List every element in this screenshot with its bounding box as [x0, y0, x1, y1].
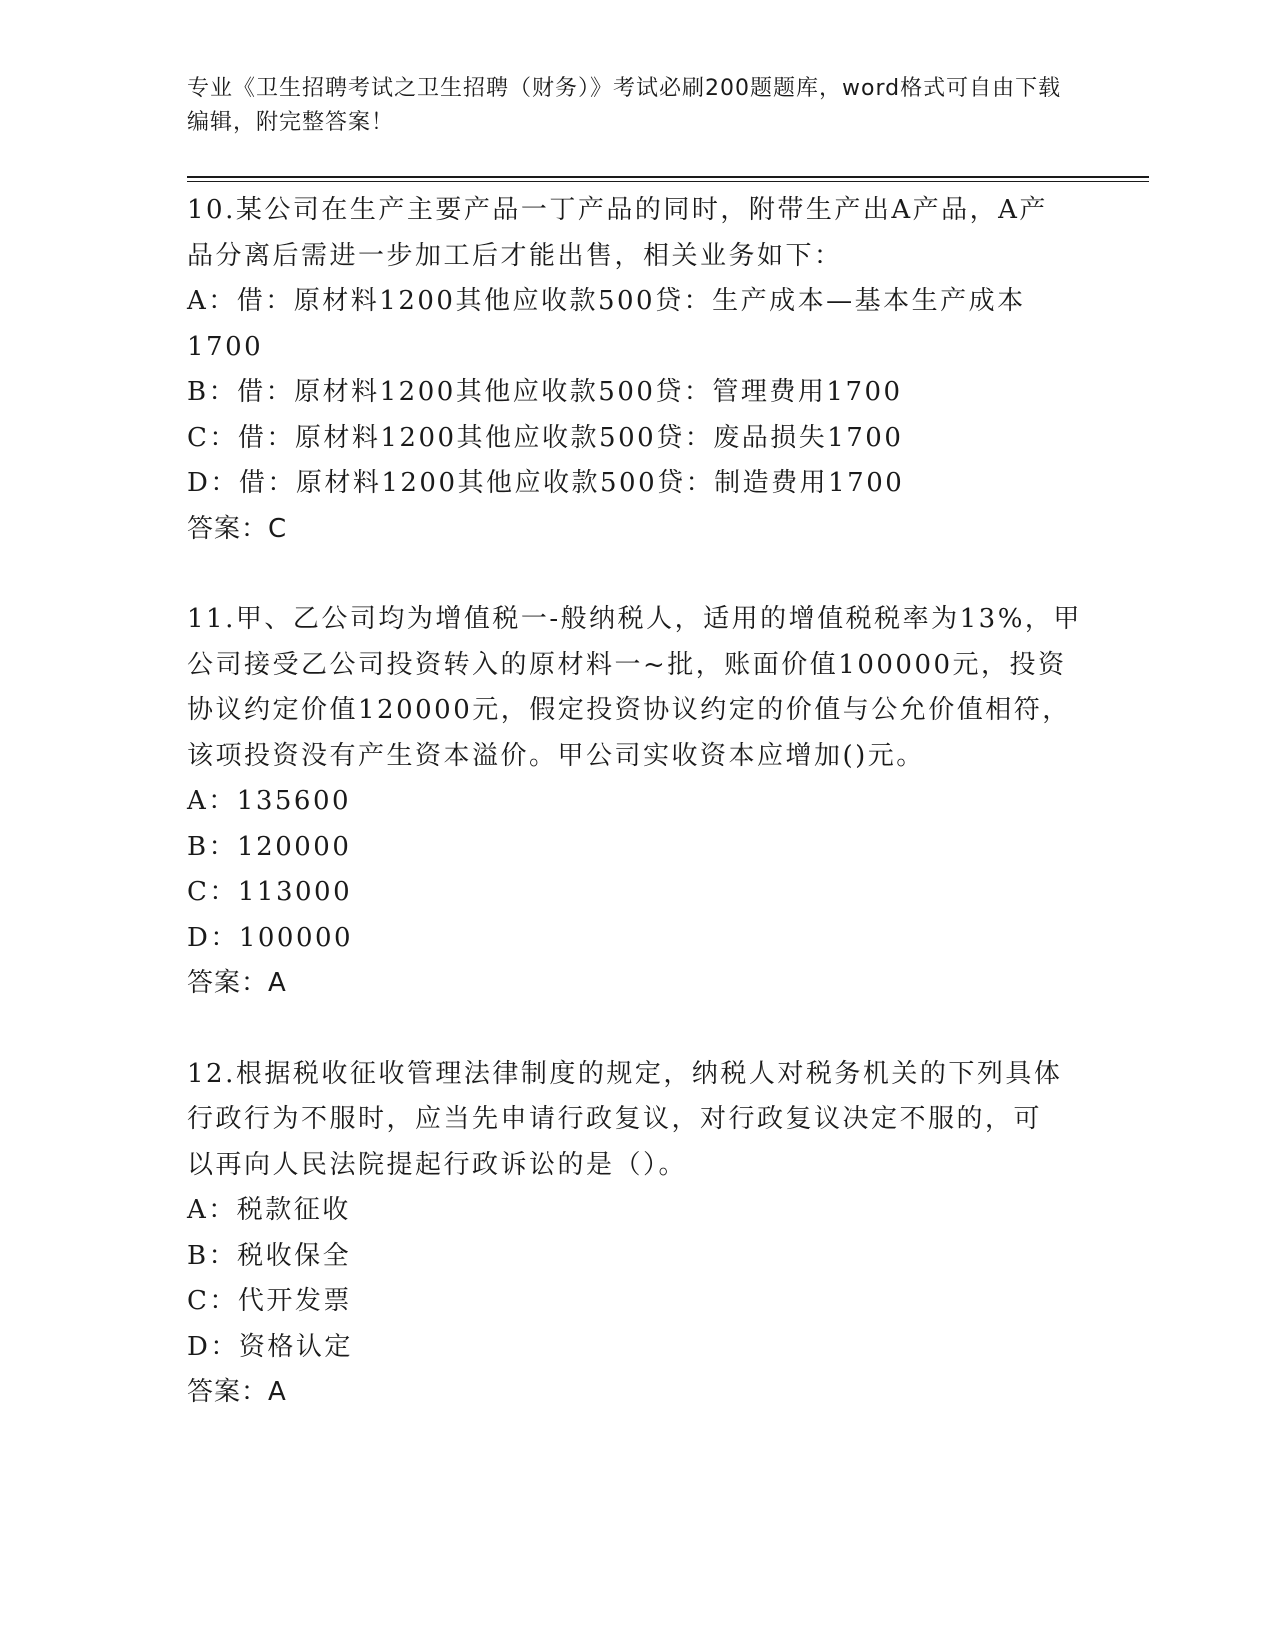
answer-line: 答案：A [187, 1377, 287, 1407]
question-stem-line: 公司接受乙公司投资转入的原材料一~批，账面价值100000元，投资 [187, 649, 1067, 680]
question-stem-line: 以再向人民法院提起行政诉讼的是（）。 [187, 1149, 688, 1180]
answer-line: 答案：A [187, 968, 287, 998]
option-d: D：借：原材料1200其他应收款500贷：制造费用1700 [187, 468, 905, 498]
option-b: B：120000 [187, 831, 352, 862]
option-a: A：135600 [187, 786, 352, 816]
answer-line: 答案：C [187, 513, 288, 544]
question-stem-line: 协议约定价值120000元，假定投资协议约定的价值与公允价值相符， [187, 695, 1071, 725]
question-stem-line: 行政行为不服时，应当先申请行政复议，对行政复议决定不服的，可 [187, 1104, 1043, 1134]
document-header: 专业《卫生招聘考试之卫生招聘（财务）》考试必刷200题题库，word格式可自由下载编辑，附完整答案！ [187, 76, 1062, 135]
question-stem-line: 10.某公司在生产主要产品一丁产品的同时，附带生产出A产品，A产 [187, 195, 1048, 225]
header-rule-thick [187, 176, 1149, 178]
question-spacer [187, 1007, 1087, 1052]
option-a-continued: 1700 [187, 331, 264, 362]
questions-container [187, 188, 1087, 1416]
option-d: D：100000 [187, 922, 354, 953]
option-c: C：113000 [187, 877, 353, 907]
question-12 [187, 1052, 1087, 1416]
header-rule-thin [187, 181, 1149, 182]
option-d: D：资格认定 [187, 1331, 353, 1362]
question-11 [187, 597, 1087, 1007]
option-b: B：税收保全 [187, 1240, 352, 1271]
option-a: A：税款征收 [187, 1195, 351, 1225]
option-c: C：借：原材料1200其他应收款500贷：废品损失1700 [187, 422, 904, 453]
question-spacer [187, 552, 1087, 597]
option-a: A：借：原材料1200其他应收款500贷：生产成本—基本生产成本 [187, 286, 1026, 316]
question-stem-line: 11.甲、乙公司均为增值税一-般纳税人，适用的增值税税率为13%，甲 [187, 604, 1082, 634]
question-stem-line: 品分离后需进一步加工后才能出售，相关业务如下： [187, 240, 843, 271]
question-10 [187, 188, 1087, 552]
question-stem-line: 12.根据税收征收管理法律制度的规定，纳税人对税务机关的下列具体 [187, 1058, 1063, 1089]
option-c: C：代开发票 [187, 1286, 352, 1316]
option-b: B：借：原材料1200其他应收款500贷：管理费用1700 [187, 377, 903, 407]
question-stem-line: 该项投资没有产生资本溢价。甲公司实收资本应增加()元。 [187, 740, 925, 771]
